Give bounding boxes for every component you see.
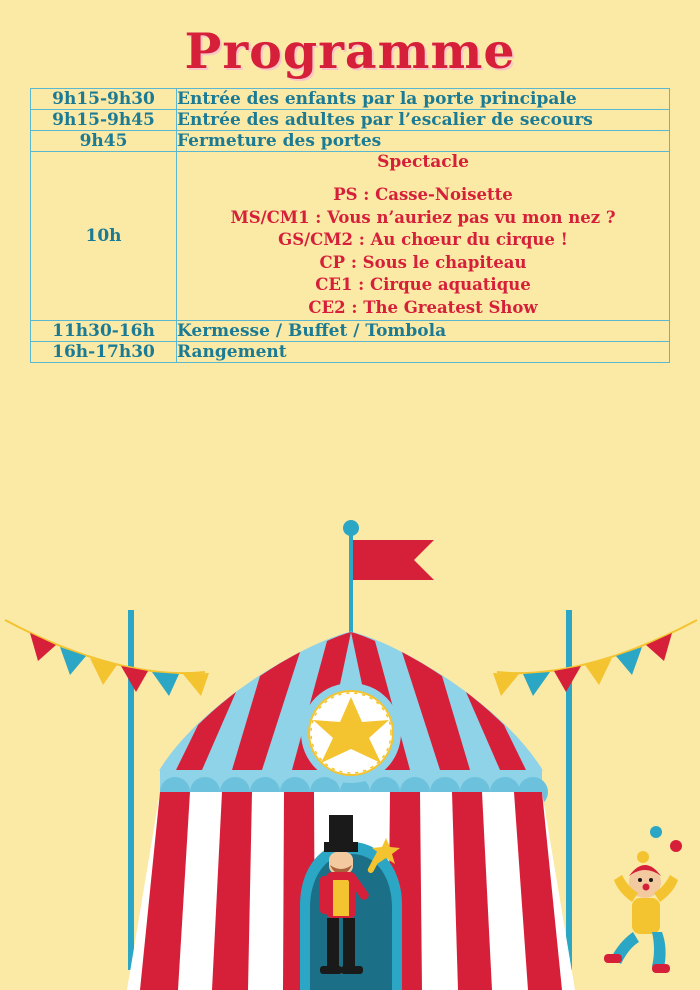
table-row <box>31 320 670 341</box>
juggler-clown-icon <box>604 826 682 973</box>
programme-table <box>30 88 670 363</box>
spectacle-heading: Spectacle <box>377 152 469 172</box>
table-row <box>31 89 670 110</box>
row-description: Entrée des enfants par la porte principale <box>177 89 670 110</box>
star-emblem-icon <box>301 683 401 783</box>
row-description <box>177 152 670 321</box>
table-row <box>31 110 670 131</box>
row-description: Rangement <box>177 341 670 362</box>
row-description: Fermeture des portes <box>177 131 670 152</box>
circus-tent-illustration <box>0 520 700 990</box>
spectacle-item: CP : Sous le chapiteau <box>319 252 527 272</box>
spectacle-item: MS/CM1 : Vous n’auriez pas vu mon nez ? <box>230 207 616 227</box>
row-time: 9h15-9h30 <box>31 89 177 110</box>
row-time: 9h45 <box>31 131 177 152</box>
spectacle-item: GS/CM2 : Au chœur du cirque ! <box>278 230 568 250</box>
table-row-spectacle <box>31 152 670 321</box>
row-time: 16h-17h30 <box>31 341 177 362</box>
row-time: 10h <box>31 152 177 321</box>
spectacle-item: CE1 : Cirque aquatique <box>315 275 531 295</box>
page-title: Programme <box>184 22 516 80</box>
row-time: 9h15-9h45 <box>31 110 177 131</box>
flag-icon <box>343 520 434 632</box>
spectacle-item: CE2 : The Greatest Show <box>308 297 538 317</box>
row-description: Entrée des adultes par l’escalier de secours <box>177 110 670 131</box>
row-time: 11h30-16h <box>31 320 177 341</box>
table-row <box>31 341 670 362</box>
row-description: Kermesse / Buffet / Tombola <box>177 320 670 341</box>
spectacle-item: PS : Casse-Noisette <box>333 185 513 204</box>
table-row <box>31 131 670 152</box>
